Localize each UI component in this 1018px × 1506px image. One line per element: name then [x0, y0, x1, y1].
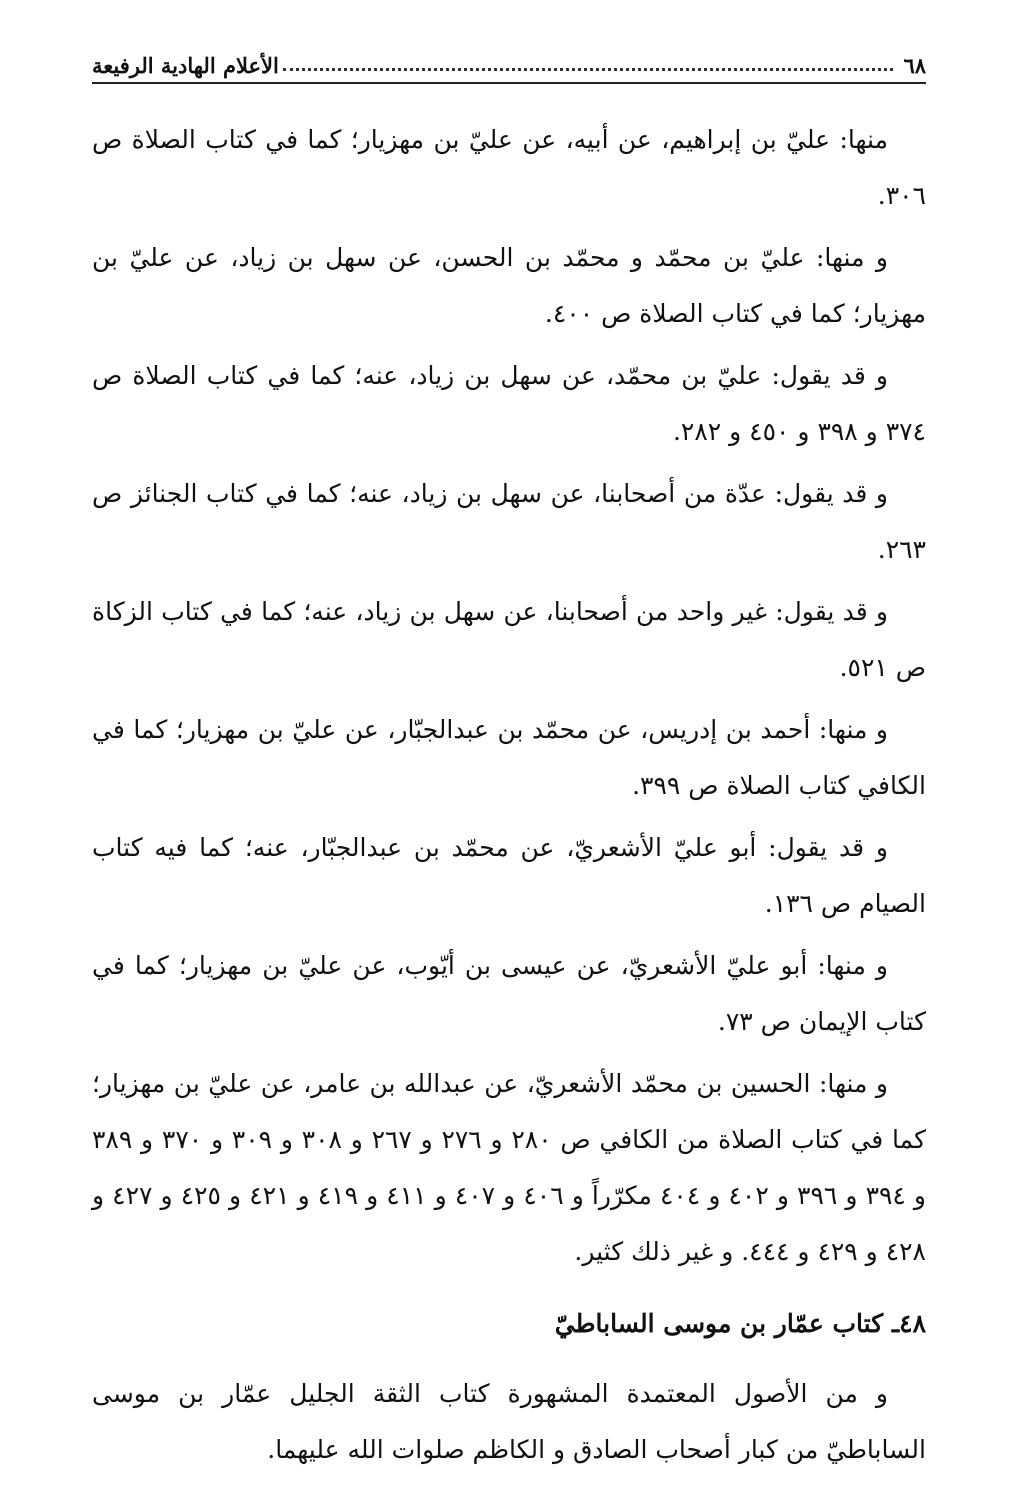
- paragraph: منها: عليّ بن إبراهيم، عن أبيه، عن عليّ بن مهزيار؛ كما في كتاب الصلاة ص ٣٠٦.: [92, 125, 926, 210]
- book-page: [92, 40, 926, 1484]
- body-text: [92, 112, 926, 1478]
- section-paragraph: و من الأصول المعتمدة المشهورة كتاب الثقة الجليل عمّار بن موسى الساباطيّ من كبار أصحاب الصادق و الكاظم صلوات الله عليهما.: [92, 1379, 926, 1464]
- section-heading: ٤٨ـ كتاب عمّار بن موسى الساباطيّ: [554, 1309, 926, 1338]
- paragraph: و قد يقول: أبو عليّ الأشعريّ، عن محمّد بن عبدالجبّار، عنه؛ كما فيه كتاب الصيام ص ١٣٦.: [92, 833, 926, 918]
- paragraph: و منها: أحمد بن إدريس، عن محمّد بن عبدالجبّار، عن عليّ بن مهزيار؛ كما في الكافي كتاب الصلاة ص ٣٩٩.: [92, 715, 926, 800]
- paragraph: و منها: عليّ بن محمّد و محمّد بن الحسن، عن سهل بن زياد، عن عليّ بن مهزيار؛ كما في كتاب الصلاة ص ٤٠٠.: [92, 243, 926, 328]
- running-title: الأعلام الهادية الرفيعة: [92, 53, 279, 78]
- paragraph: و منها: الحسين بن محمّد الأشعريّ، عن عبدالله بن عامر، عن عليّ بن مهزيار؛ كما في كتاب الصلاة من الكافي ص ٢٨٠ و ٢٧٦ و ٢٦٧ و ٣٠٨ و ٣٠٩ و ٣٧٠ و ٣٨٩ و ٣٩٤ و ٣٩٦ و ٤٠٢ و ٤٠٤ مكرّراً و ٤٠٦ و ٤٠٧ و ٤١١ و ٤١٩ و ٤٢١ و ٤٢٥ و ٤٢٧ و ٤٢٨ و ٤٢٩ و ٤٤٤. و غير ذلك كثير.: [92, 1069, 927, 1266]
- header-dot-leader: [283, 68, 894, 71]
- paragraph: و قد يقول: غير واحد من أصحابنا، عن سهل بن زياد، عنه؛ كما في كتاب الزكاة ص ٥٢١.: [92, 597, 926, 682]
- page-number: ٦٨: [903, 53, 926, 78]
- paragraph: و قد يقول: عدّة من أصحابنا، عن سهل بن زياد، عنه؛ كما في كتاب الجنائز ص ٢٦٣.: [92, 479, 926, 564]
- running-header: [92, 40, 926, 84]
- paragraph: و منها: أبو عليّ الأشعريّ، عن عيسى بن أيّوب، عن عليّ بن مهزيار؛ كما في كتاب الإيمان ص ٧٣.: [92, 951, 926, 1036]
- paragraph: و قد يقول: عليّ بن محمّد، عن سهل بن زياد، عنه؛ كما في كتاب الصلاة ص ٣٧٤ و ٣٩٨ و ٤٥٠ و ٢٨٢.: [92, 361, 926, 446]
